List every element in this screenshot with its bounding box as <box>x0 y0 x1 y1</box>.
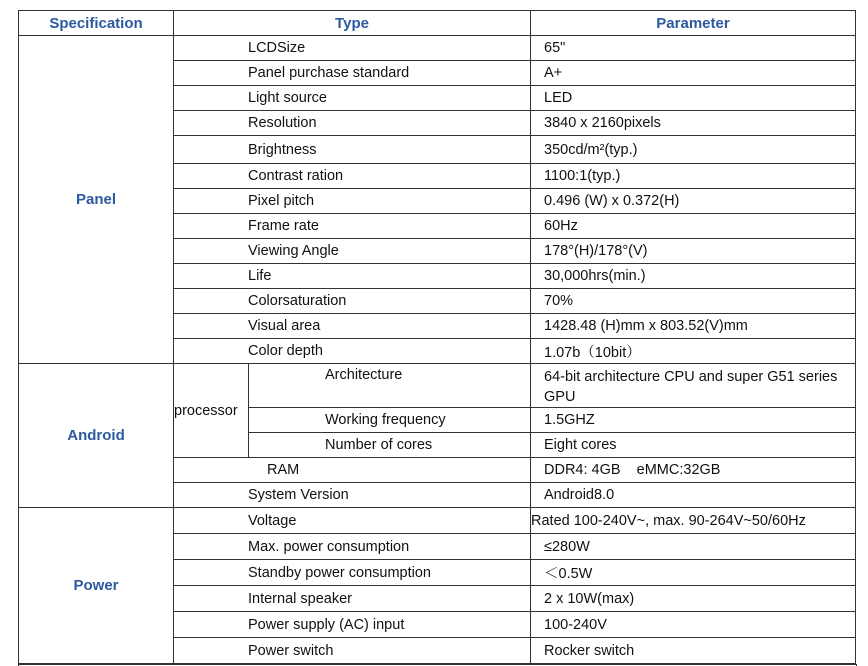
table-row <box>19 508 856 534</box>
type-cell: Life <box>174 264 531 289</box>
type-cell: LCDSize <box>174 36 531 61</box>
parameter-cell: 100-240V <box>531 612 856 638</box>
header-parameter: Parameter <box>531 11 856 36</box>
type-cell: Resolution <box>174 111 531 136</box>
parameter-cell: Android8.0 <box>531 483 856 508</box>
parameter-cell: 70% <box>531 289 856 314</box>
parameter-cell: 1428.48 (H)mm x 803.52(V)mm <box>531 314 856 339</box>
parameter-cell: 178°(H)/178°(V) <box>531 239 856 264</box>
parameter-cell: 30,000hrs(min.) <box>531 264 856 289</box>
type-cell: Brightness <box>174 136 531 164</box>
parameter-cell: Eight cores <box>531 433 856 458</box>
header-type: Type <box>174 11 531 36</box>
type-cell: Internal speaker <box>174 586 531 612</box>
specification-table <box>18 10 856 664</box>
type-cell: Power supply (AC) input <box>174 612 531 638</box>
type-cell: Visual area <box>174 314 531 339</box>
type-cell: Voltage <box>174 508 531 534</box>
parameter-cell: A+ <box>531 61 856 86</box>
header-specification: Specification <box>19 11 174 36</box>
parameter-cell: LED <box>531 86 856 111</box>
type-cell: Max. power consumption <box>174 534 531 560</box>
parameter-cell: 1.07b（10bit） <box>531 339 856 364</box>
type-cell: Color depth <box>174 339 531 364</box>
type-cell: Power switch <box>174 638 531 664</box>
parameter-cell: 65" <box>531 36 856 61</box>
parameter-cell: 350cd/m²(typ.) <box>531 136 856 164</box>
type-cell: Viewing Angle <box>174 239 531 264</box>
parameter-cell: 60Hz <box>531 214 856 239</box>
parameter-cell: ≤280W <box>531 534 856 560</box>
type-cell: Standby power consumption <box>174 560 531 586</box>
header-row <box>19 11 856 36</box>
type-cell: Light source <box>174 86 531 111</box>
type-cell: Contrast ration <box>174 164 531 189</box>
type-cell: Frame rate <box>174 214 531 239</box>
table-row <box>19 364 856 408</box>
parameter-cell: Rated 100-240V~, max. 90-264V~50/60Hz <box>531 508 856 534</box>
parameter-cell: 2 x 10W(max) <box>531 586 856 612</box>
parameter-cell: 3840 x 2160pixels <box>531 111 856 136</box>
parameter-cell: ＜0.5W <box>531 560 856 586</box>
type-cell: Number of cores <box>249 433 531 458</box>
parameter-cell: 1.5GHZ <box>531 408 856 433</box>
parameter-cell: 0.496 (W) x 0.372(H) <box>531 189 856 214</box>
parameter-cell: 1100:1(typ.) <box>531 164 856 189</box>
type-cell: System Version <box>174 483 531 508</box>
type-cell: Pixel pitch <box>174 189 531 214</box>
table-row <box>19 36 856 61</box>
type-cell: Architecture <box>249 364 531 408</box>
parameter-cell: Rocker switch <box>531 638 856 664</box>
category-android: Android <box>19 364 174 508</box>
type-cell: Colorsaturation <box>174 289 531 314</box>
category-panel: Panel <box>19 36 174 364</box>
type-cell: RAM <box>174 458 531 483</box>
type-cell: Panel purchase standard <box>174 61 531 86</box>
category-power: Power <box>19 508 174 664</box>
processor-label: processor <box>174 364 249 458</box>
parameter-cell: DDR4: 4GB eMMC:32GB <box>531 458 856 483</box>
type-cell: Working frequency <box>249 408 531 433</box>
parameter-cell: 64-bit architecture CPU and super G51 series GPU <box>531 364 856 408</box>
